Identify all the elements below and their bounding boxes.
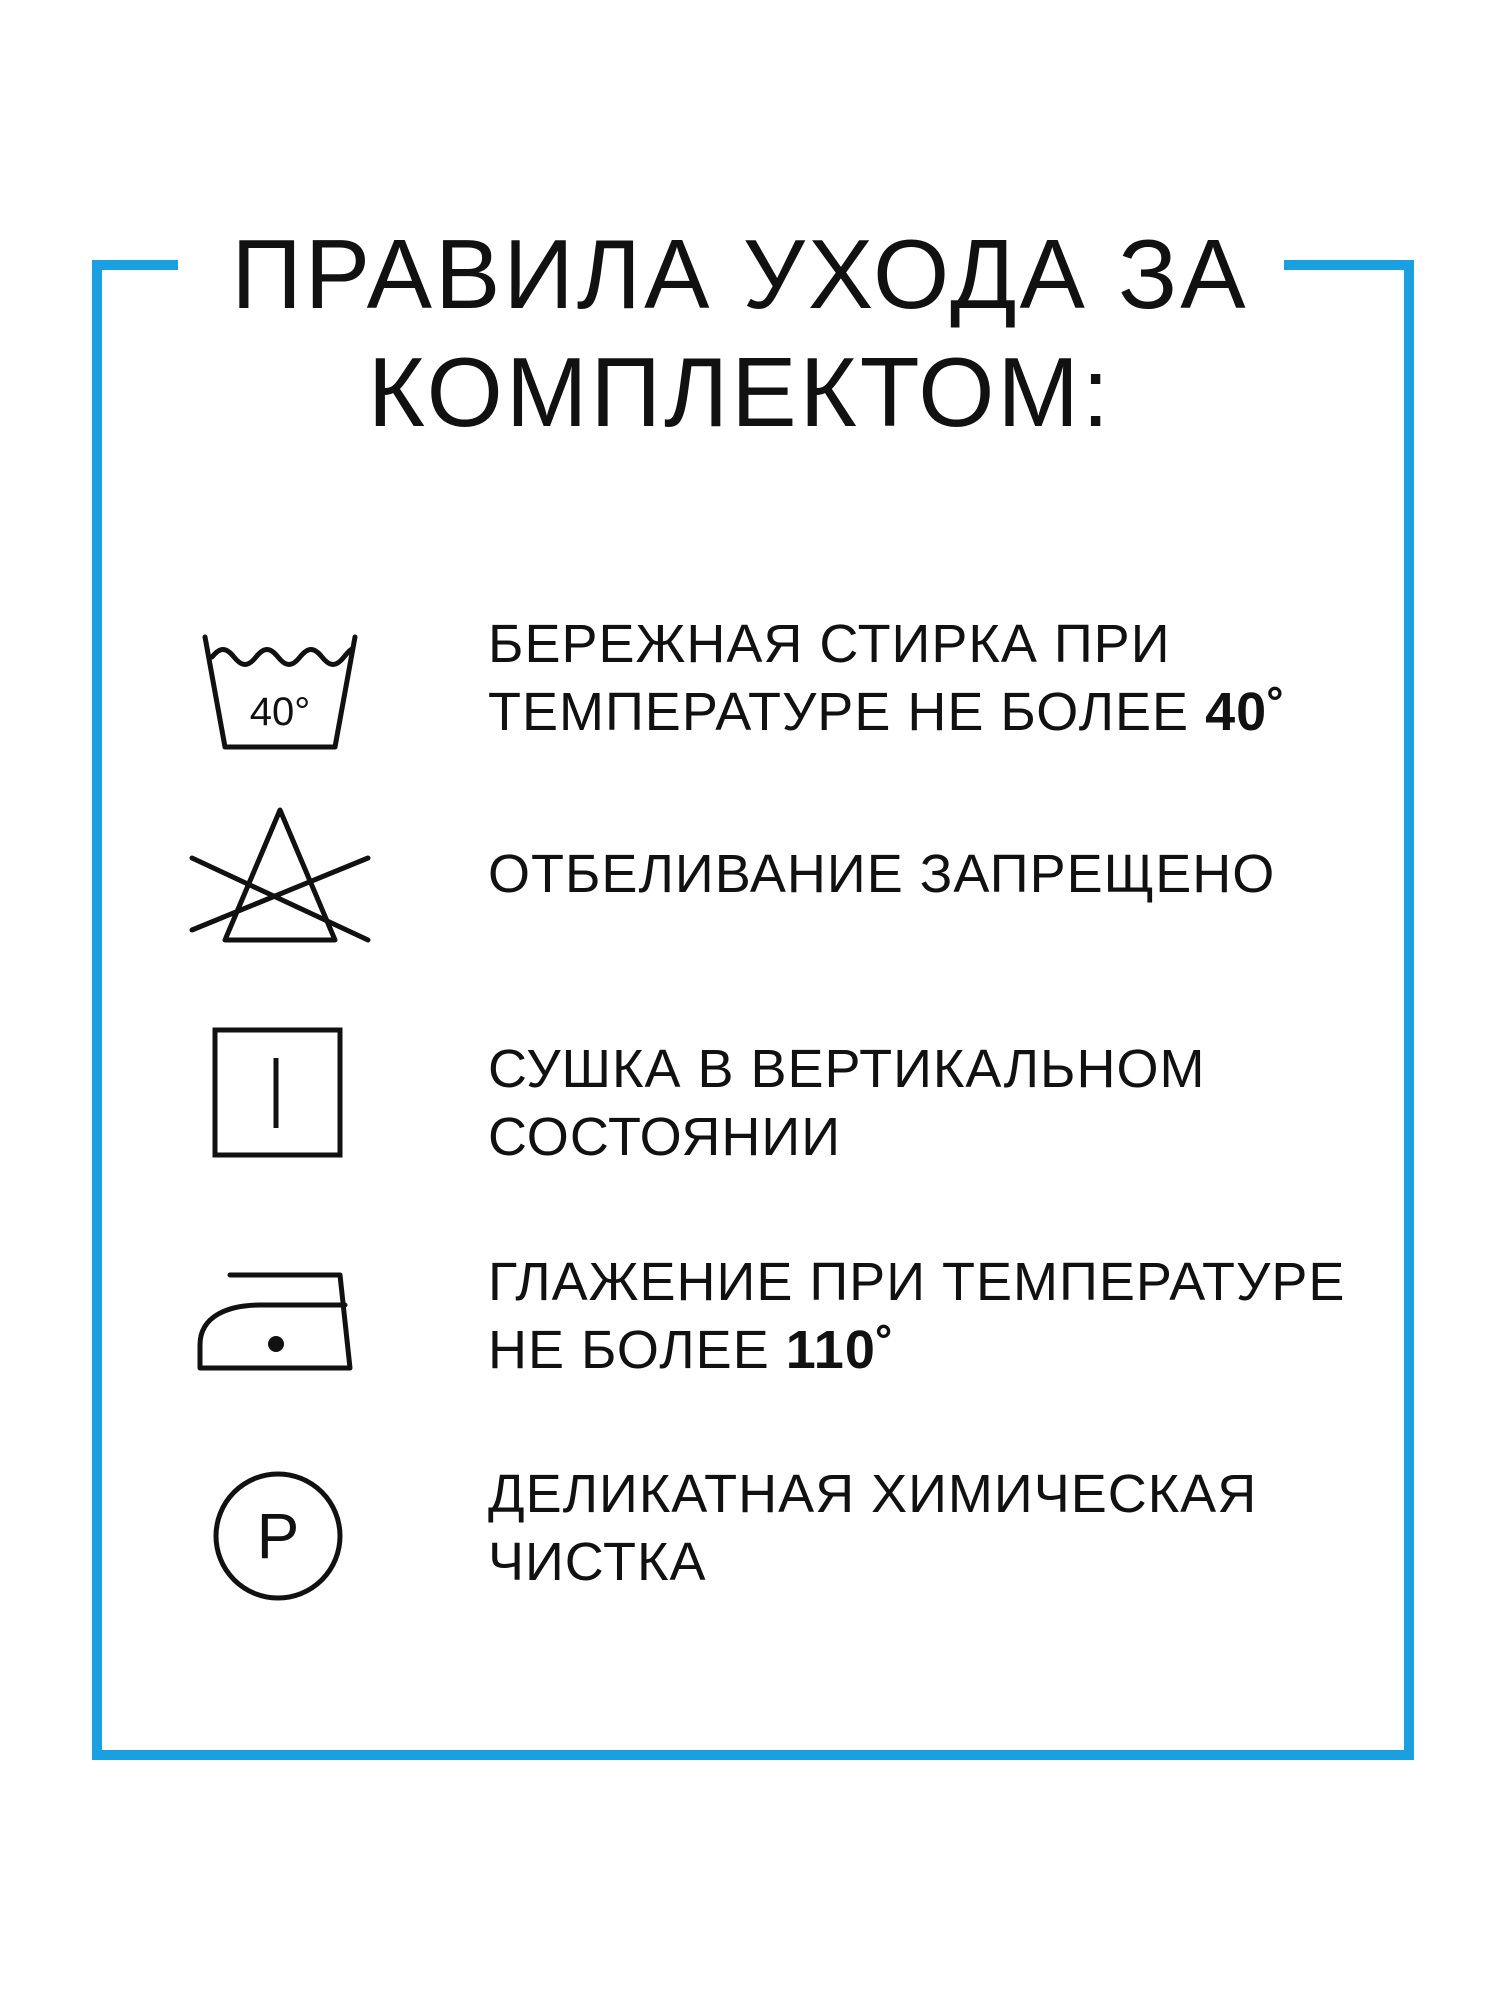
- care-rule-line-1: ДЕЛИКАТНАЯ ХИМИЧЕСКАЯ: [488, 1464, 1258, 1524]
- title-line-2: КОМПЛЕКТОМ:: [367, 337, 1113, 447]
- care-rule-line-2-text: ТЕМПЕРАТУРЕ НЕ БОЛЕЕ: [488, 682, 1206, 742]
- title-line-1: ПРАВИЛА УХОДА ЗА: [231, 219, 1249, 329]
- care-rule-line-2: ЧИСТКА: [488, 1532, 707, 1592]
- drip-dry-icon: [190, 1020, 370, 1170]
- wash-40-icon: [190, 615, 370, 765]
- care-rule-text: [488, 610, 1388, 746]
- no-bleach-icon: [190, 800, 370, 950]
- care-rule-temp: 110˚: [785, 1320, 895, 1380]
- care-rule-line-2: [488, 678, 1388, 746]
- care-rule-line-1: ОТБЕЛИВАНИЕ ЗАПРЕЩЕНО: [488, 844, 1276, 904]
- page-title: [150, 215, 1330, 451]
- care-rule-temp: 40˚: [1205, 682, 1287, 742]
- care-rule-text: [488, 1248, 1388, 1384]
- care-rule-text: [488, 1035, 1388, 1171]
- wash-temp-label: 40°: [249, 690, 311, 734]
- care-rule-line-2-text: НЕ БОЛЕЕ: [488, 1320, 786, 1380]
- frame-left: [92, 260, 102, 1760]
- iron-low-icon: [190, 1250, 370, 1400]
- dry-clean-p-icon: [190, 1470, 370, 1620]
- care-rule-text: [488, 840, 1388, 908]
- care-rule-line-2: СОСТОЯНИИ: [488, 1107, 842, 1167]
- dry-clean-letter: P: [256, 1500, 300, 1572]
- care-rule-text: [488, 1460, 1388, 1596]
- care-rule-line-1: ГЛАЖЕНИЕ ПРИ ТЕМПЕРАТУРЕ: [488, 1252, 1346, 1312]
- frame-right: [1404, 260, 1414, 1760]
- care-rule-line-1: СУШКА В ВЕРТИКАЛЬНОМ: [488, 1039, 1206, 1099]
- care-rule-line-1: БЕРЕЖНАЯ СТИРКА ПРИ: [488, 614, 1171, 674]
- frame-bottom: [92, 1750, 1414, 1760]
- care-rule-line-2: [488, 1316, 1388, 1384]
